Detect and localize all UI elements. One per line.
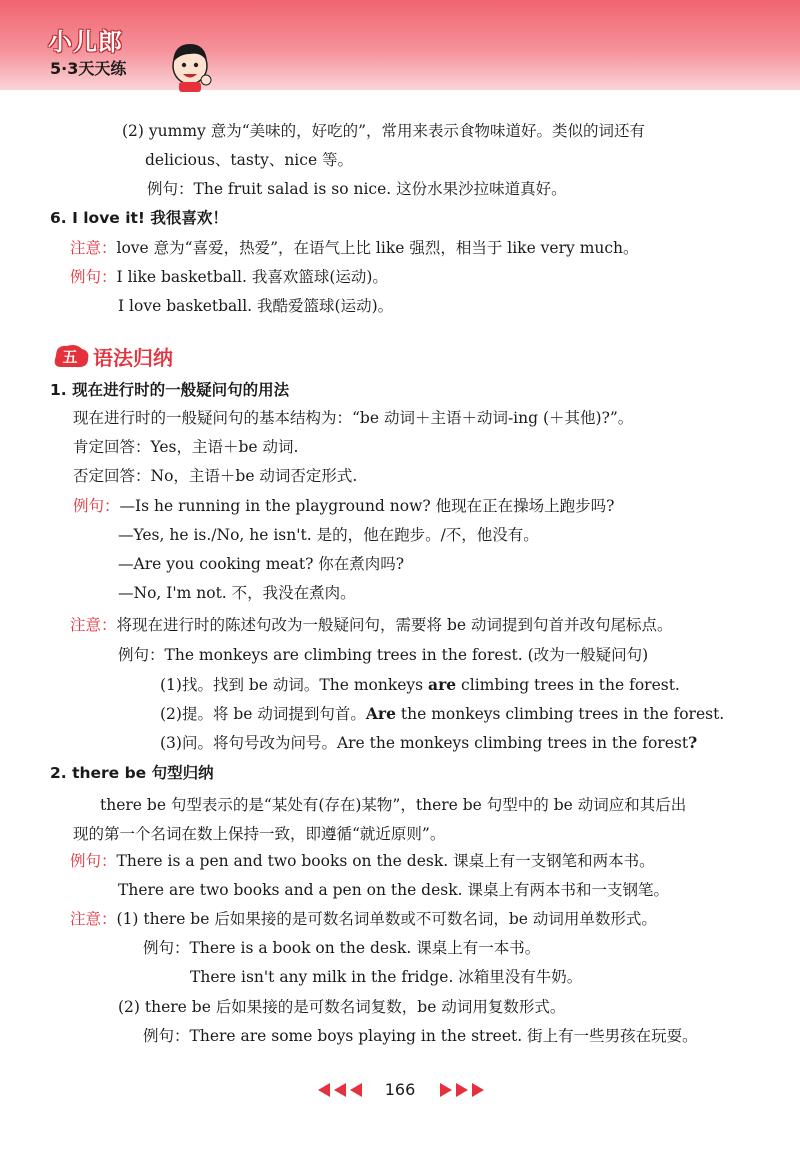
item2-line1: (2) yummy 意为“美味的，好吃的”，常用来表示食物味道好。类似的词还有 <box>122 122 646 140</box>
item2-line2: delicious、tasty、nice 等。 <box>145 151 354 169</box>
example-text: There are some boys playing in the street. 街上有一些男孩在玩耍。 <box>189 1027 698 1045</box>
s1-example-1 <box>73 496 614 516</box>
item6-example-2: I love basketball. 我酷爱篮球(运动)。 <box>118 297 394 315</box>
step-text: the monkeys climbing trees in the forest. <box>395 705 725 723</box>
note-text: 将现在进行时的陈述句改为一般疑问句，需要将 be 动词提到句首并改句尾标点。 <box>116 616 673 634</box>
example-text: There is a book on the desk. 课桌上有一本书。 <box>189 939 541 957</box>
item2-example <box>147 179 567 199</box>
logo-subtitle: 5·3天天练 <box>50 59 127 78</box>
s2-example-2: There are two books and a pen on the desk. 课桌上有两本书和一支钢笔。 <box>118 881 669 899</box>
step-emphasis: Are <box>365 704 396 723</box>
subsection-2-title: 2. there be 句型归纳 <box>50 764 214 782</box>
example-text: I like basketball. 我喜欢篮球(运动)。 <box>116 268 388 286</box>
note-text: love 意为“喜爱，热爱”，在语气上比 like 强烈，相当于 like very much。 <box>116 239 639 257</box>
s1-example-4: —No, I'm not. 不，我没在煮肉。 <box>118 584 356 602</box>
s2-note-1-example-2: There isn't any milk in the fridge. 冰箱里没有牛奶。 <box>190 968 583 986</box>
example-label: 例句： <box>143 1027 190 1045</box>
step-emphasis: ? <box>688 733 698 752</box>
example-label: 例句： <box>73 497 120 515</box>
mascot-boy-icon <box>166 36 214 92</box>
step-emphasis: are <box>428 675 457 694</box>
example-text: —Is he running in the playground now? 他现在正在操场上跑步吗? <box>119 497 615 515</box>
logo-title: 小儿郎 <box>48 28 123 56</box>
s1-note <box>70 615 672 635</box>
s1-example-2: —Yes, he is./No, he isn't. 是的，他在跑步。/不，他没有。 <box>118 526 539 544</box>
s1-paragraph-3: 否定回答：No，主语＋be 动词否定形式. <box>73 467 358 485</box>
example-label: 例句： <box>118 646 165 664</box>
right-arrows-icon <box>436 1083 484 1097</box>
badge-text: 五 <box>62 348 78 366</box>
s1-paragraph-2: 肯定回答：Yes，主语＋be 动词. <box>73 438 299 456</box>
example-label: 例句： <box>70 852 117 870</box>
example-text: The monkeys are climbing trees in the forest. (改为一般疑问句) <box>164 646 649 664</box>
s1-note-example <box>118 645 648 665</box>
step-1 <box>160 675 680 695</box>
example-label: 例句： <box>147 180 194 198</box>
item6-example-1 <box>70 267 388 287</box>
s2-paragraph-1: there be 句型表示的是“某处有(存在)某物”，there be 句型中的 be 动词应和其后出 <box>100 796 687 814</box>
section-five-badge-icon <box>50 343 90 369</box>
step-text: (3)问。将句号改为问号。Are the monkeys climbing trees in the forest <box>160 734 689 752</box>
section-title: 语法归纳 <box>93 346 173 370</box>
step-text: (1)找。找到 be 动词。The monkeys <box>160 676 429 694</box>
left-arrows-icon <box>318 1083 366 1097</box>
step-2 <box>160 704 724 724</box>
item6-title: 6. I love it! 我很喜欢！ <box>50 209 228 227</box>
example-text: There is a pen and two books on the desk. 课桌上有一支钢笔和两本书。 <box>116 852 655 870</box>
example-label: 例句： <box>70 268 117 286</box>
subsection-1-title: 1. 现在进行时的一般疑问句的用法 <box>50 381 290 399</box>
page-number: 166 <box>384 1080 416 1099</box>
s2-paragraph-2: 现的第一个名词在数上保持一致，即遵循“就近原则”。 <box>73 825 446 843</box>
note-label: 注意： <box>70 616 117 634</box>
step-text: (2)提。将 be 动词提到句首。 <box>160 705 366 723</box>
s2-note-2-example-1 <box>143 1026 698 1046</box>
s1-example-3: —Are you cooking meat? 你在煮肉吗? <box>118 555 405 573</box>
s2-example-1 <box>70 851 655 871</box>
item6-note <box>70 238 639 258</box>
step-3 <box>160 733 697 753</box>
example-label: 例句： <box>143 939 190 957</box>
s2-note-2: (2) there be 后如果接的是可数名词复数，be 动词用复数形式。 <box>118 998 566 1016</box>
s2-note-1 <box>70 909 657 929</box>
s2-note-1-example-1 <box>143 938 540 958</box>
note-label: 注意： <box>70 239 117 257</box>
step-text: climbing trees in the forest. <box>456 676 680 694</box>
example-text: The fruit salad is so nice. 这份水果沙拉味道真好。 <box>193 180 567 198</box>
s1-paragraph-1: 现在进行时的一般疑问句的基本结构为：“be 动词＋主语＋动词-ing (＋其他)?”。 <box>73 409 634 427</box>
note-label: 注意： <box>70 910 117 928</box>
note-text: (1) there be 后如果接的是可数名词单数或不可数名词，be 动词用单数形式。 <box>116 910 657 928</box>
